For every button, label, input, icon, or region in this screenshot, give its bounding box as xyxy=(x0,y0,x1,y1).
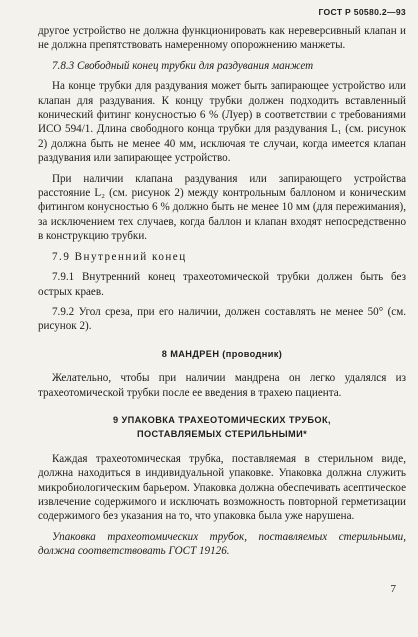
paragraph-mandrel: Желательно, чтобы при наличии мандрена он легко удалялся из трахеотомической трубки после ее введения в трахею пациента. xyxy=(38,372,406,399)
page-number: 7 xyxy=(390,583,396,595)
page-body xyxy=(38,24,406,559)
paragraph-continuation: другое устройство не должна функционировать как нереверсивный клапан и не должна препятствовать намеренному опорожнению манжеты. xyxy=(38,25,406,52)
paragraph-inflation-tube-end: На конце трубки для раздувания может быть запирающее устройство или клапан для раздувания. К концу трубки должен подходить вставленный конический фитинг конусностью 6 % (Луер) в соответствии с требованиями ИСО 594/1. Длина свободного конца трубки для раздувания L₁ (см. рисунок 2) должна быть не менее 40 мм, исключая те случаи, когда имеется клапан раздувания или запирающее устройство. xyxy=(38,80,406,165)
subsection-heading-7-9: 7.9 Внутренний конец xyxy=(52,250,187,263)
page-header-standard-number: ГОСТ Р 50580.2—93 xyxy=(318,7,406,17)
paragraph-packaging-standard: Упаковка трахеотомических трубок, поставляемых стерильными, должна соответствовать ГОСТ 19126. xyxy=(38,530,406,558)
section-heading-9-line1: 9 УПАКОВКА ТРАХЕОТОМИЧЕСКИХ ТРУБОК, xyxy=(113,414,331,425)
subsection-heading-7-8-3: 7.8.3 Свободный конец трубки для раздувания манжет xyxy=(52,59,314,72)
paragraph-valve-distance: При наличии клапана раздувания или запирающего устройства расстояние L₂ (см. рисунок 2) между контрольным баллоном и коническим фитингом конусностью 6 % должно быть не менее 10 мм (для пережимания), за исключением тех случаев, когда баллон и клапан входят непосредственно в конструкцию трубки. xyxy=(38,172,406,243)
section-heading-8: 8 МАНДРЕН (проводник) xyxy=(161,348,283,359)
paragraph-packaging: Каждая трахеотомическая трубка, поставляемая в стерильном виде, должна находиться в индивидуальной упаковке. Упаковка должна служить микробиологическим барьером. Упаковка должна обеспечивать асептическое извлечение содержимого и исключать возможность повторной герметизации содержимого без указания на то, что упаковка была уже нарушена. xyxy=(38,452,406,523)
paragraph-7-9-2: 7.9.2 Угол среза, при его наличии, должен составлять не менее 50° (см. рисунок 2). xyxy=(38,305,406,333)
paragraph-7-9-1: 7.9.1 Внутренний конец трахеотомической трубки должен быть без острых краев. xyxy=(38,271,406,298)
section-heading-9-line2: ПОСТАВЛЯЕМЫХ СТЕРИЛЬНЫМИ* xyxy=(136,429,308,440)
